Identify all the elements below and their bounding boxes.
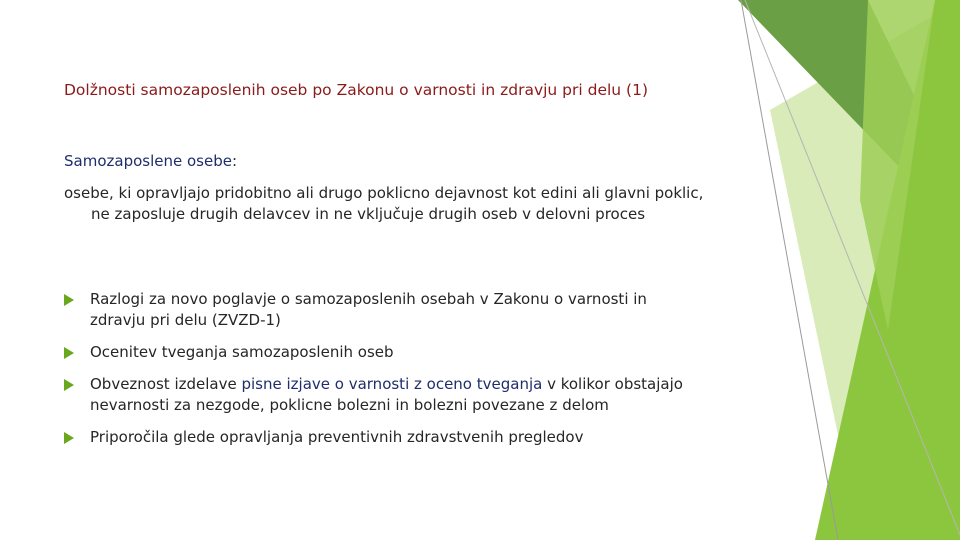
bullet-text: Razlogi za novo poglavje o samozaposlenih osebah v Zakonu o varnosti in zdravju pri delu (ZVZD-1) [90,290,647,329]
bullet-item [64,427,704,448]
bullet-text-before: Obveznost izdelave [90,375,242,393]
triangle-right-icon [64,347,74,359]
slide-title: Dolžnosti samozaposlenih oseb po Zakonu o varnosti in zdravju pri delu (1) [64,81,649,99]
subtitle-term: Samozaposlene osebe [64,152,232,170]
bullet-item [64,342,704,363]
bullet-text: Ocenitev tveganja samozaposlenih oseb [90,343,394,361]
triangle-right-icon [64,294,74,306]
bullet-list [64,289,704,459]
definition-text: osebe, ki opravljajo pridobitno ali drugo poklicno dejavnost kot edini ali glavni poklic, ne zaposluje drugih delavcev in ne vključuje drugih oseb v delovni proces [64,184,704,223]
bullet-emphasis: pisne izjave o varnosti z oceno tveganja [241,375,543,393]
bullet-text: Priporočila glede opravljanja preventivnih zdravstvenih pregledov [90,428,584,446]
subtitle-colon: : [231,152,238,170]
subtitle [64,151,237,171]
bullet-item [64,374,704,416]
triangle-right-icon [64,379,74,391]
bullet-text-after: v kolikor obstajajo nevarnosti za nezgode, poklicne bolezni in bolezni povezane z delom [90,375,683,414]
triangle-right-icon [64,432,74,444]
bullet-item [64,289,704,331]
